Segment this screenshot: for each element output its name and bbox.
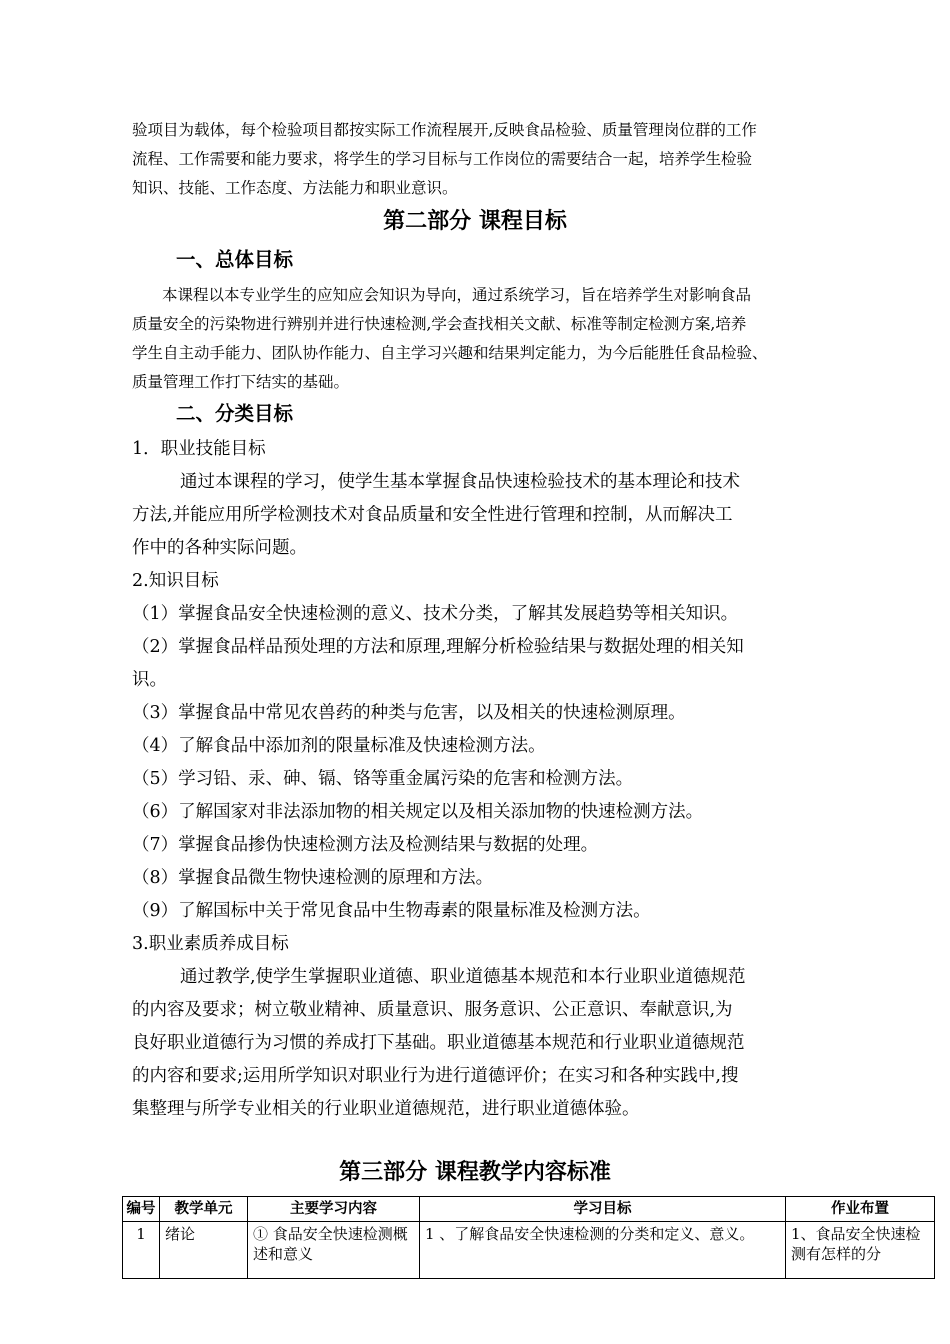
- skill-line-2: 方法,并能应用所学检测技术对食品质量和安全性进行管理和控制，从而解决工: [132, 505, 733, 525]
- knowledge-line-1: （1）掌握食品安全快速检测的意义、技术分类，了解其发展趋势等相关知识。: [132, 604, 739, 624]
- part3-title: 第三部分 课程教学内容标准: [339, 1160, 611, 1185]
- header-content: 主要学习内容: [248, 1197, 420, 1222]
- overall-line-3: 学生自主动手能力、团队协作能力、自主学习兴趣和结果判定能力，为今后能胜任食品检验、: [132, 344, 768, 362]
- cell-number: 1: [123, 1222, 160, 1279]
- overall-line-1: 本课程以本专业学生的应知应会知识为导向，通过系统学习，旨在培养学生对影响食品: [162, 286, 752, 304]
- quality-line-5: 集整理与所学专业相关的行业职业道德规范，进行职业道德体验。: [132, 1099, 640, 1119]
- intro-line-1: 验项目为载体，每个检验项目都按实际工作流程展开,反映食品检验、质量管理岗位群的工作: [132, 121, 757, 139]
- knowledge-line-4: （3）掌握食品中常见农兽药的种类与危害，以及相关的快速检测原理。: [132, 703, 686, 723]
- header-unit: 教学单元: [160, 1197, 248, 1222]
- overall-heading: 一、总体目标: [176, 248, 294, 271]
- intro-line-3: 知识、技能、工作态度、方法能力和职业意识。: [132, 179, 458, 197]
- knowledge-line-9: （8）掌握食品微生物快速检测的原理和方法。: [132, 868, 494, 888]
- knowledge-line-3: 识。: [132, 670, 167, 690]
- knowledge-line-7: （6）了解国家对非法添加物的相关规定以及相关添加物的快速检测方法。: [132, 802, 704, 822]
- part2-title: 第二部分 课程目标: [383, 209, 567, 234]
- quality-line-3: 良好职业道德行为习惯的养成打下基础。职业道德基本规范和行业职业道德规范: [132, 1033, 745, 1053]
- cell-unit: 绪论: [160, 1222, 248, 1279]
- quality-line-2: 的内容及要求；树立敬业精神、质量意识、服务意识、公正意识、奉献意识,为: [132, 1000, 733, 1020]
- overall-line-4: 质量管理工作打下结实的基础。: [132, 373, 350, 391]
- knowledge-line-10: （9）了解国标中关于常见食品中生物毒素的限量标准及检测方法。: [132, 901, 651, 921]
- table-header-row: [123, 1197, 935, 1222]
- knowledge-title: 2.知识目标: [132, 571, 219, 591]
- intro-line-2: 流程、工作需要和能力要求，将学生的学习目标与工作岗位的需要结合一起，培养学生检验: [132, 150, 753, 168]
- skill-line-1: 通过本课程的学习，使学生基本掌握食品快速检验技术的基本理论和技术: [180, 472, 740, 492]
- quality-title: 3.职业素质养成目标: [132, 934, 289, 954]
- quality-line-1: 通过教学,使学生掌握职业道德、职业道德基本规范和本行业职业道德规范: [180, 967, 746, 987]
- knowledge-line-2: （2）掌握食品样品预处理的方法和原理,理解分析检验结果与数据处理的相关知: [132, 637, 744, 657]
- overall-line-2: 质量安全的污染物进行辨别并进行快速检测,学会查找相关文献、标准等制定检测方案,培养: [132, 315, 747, 333]
- header-goal: 学习目标: [420, 1197, 786, 1222]
- skill-title: 1．职业技能目标: [132, 439, 266, 459]
- knowledge-line-5: （4）了解食品中添加剂的限量标准及快速检测方法。: [132, 736, 546, 756]
- cell-goal: 1 、了解食品安全快速检测的分类和定义、意义。: [420, 1222, 786, 1279]
- header-homework: 作业布置: [786, 1197, 935, 1222]
- skill-line-3: 作中的各种实际问题。: [132, 538, 307, 558]
- knowledge-line-8: （7）掌握食品掺伪快速检测方法及检测结果与数据的处理。: [132, 835, 599, 855]
- content-table: [122, 1196, 935, 1279]
- quality-line-4: 的内容和要求;运用所学知识对职业行为进行道德评价；在实习和各种实践中,搜: [132, 1066, 739, 1086]
- header-number: 编号: [123, 1197, 160, 1222]
- table-row: [123, 1222, 935, 1279]
- cell-content: ① 食品安全快速检测概述和意义: [248, 1222, 420, 1279]
- category-heading: 二、分类目标: [176, 402, 294, 425]
- cell-homework: 1、食品安全快速检测有怎样的分: [786, 1222, 935, 1279]
- knowledge-line-6: （5）学习铅、汞、砷、镉、铬等重金属污染的危害和检测方法。: [132, 769, 634, 789]
